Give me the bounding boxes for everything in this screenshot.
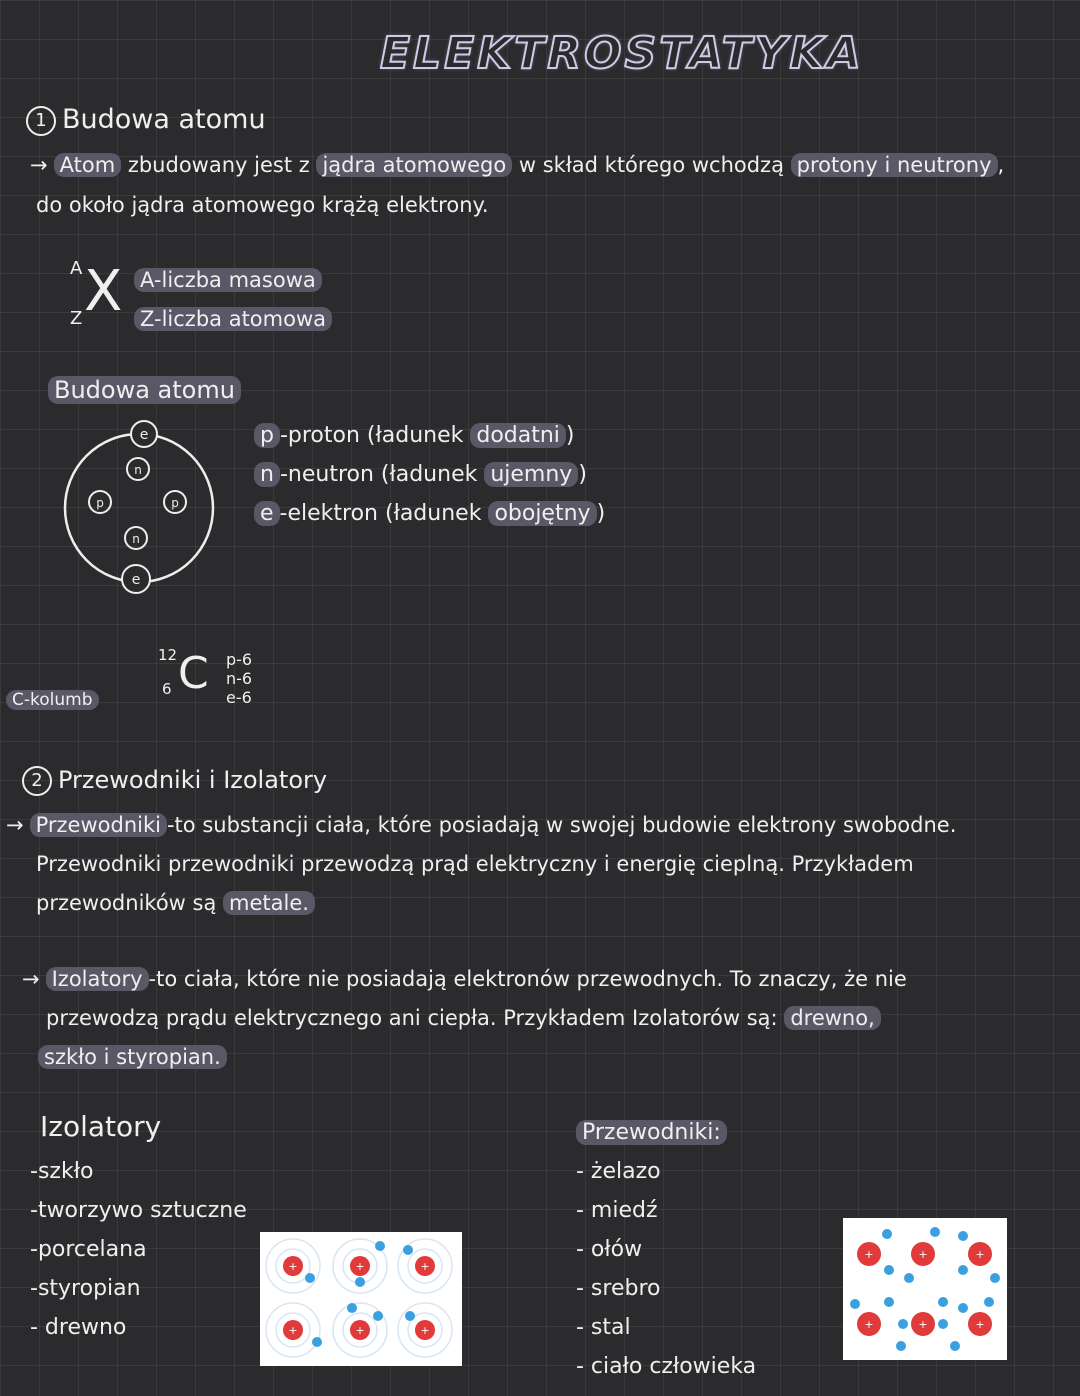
svg-text:+: + bbox=[864, 1318, 874, 1331]
element-symbol: X bbox=[84, 259, 123, 324]
text: ) bbox=[565, 423, 575, 448]
conductors-list bbox=[576, 1152, 756, 1386]
svg-text:+: + bbox=[975, 1318, 985, 1331]
letter: n bbox=[254, 462, 280, 487]
charge: obojętny bbox=[488, 501, 596, 526]
highlight-protons-neutrons: protony i neutrony bbox=[791, 153, 998, 177]
text: -to ciała, które nie posiadają elektronów przewodnych. To znaczy, że nie bbox=[148, 967, 907, 991]
charge: ujemny bbox=[484, 462, 578, 487]
conductors-list-title bbox=[576, 1120, 727, 1145]
list-item: -tworzywo sztuczne bbox=[30, 1198, 247, 1223]
text: zbudowany jest z bbox=[121, 153, 317, 177]
text: ) bbox=[578, 462, 587, 487]
svg-text:n: n bbox=[132, 532, 140, 546]
paragraph-line bbox=[22, 999, 907, 1038]
arrow-icon: → bbox=[30, 153, 48, 177]
list-item: -porcelana bbox=[30, 1237, 147, 1262]
carbon-notation bbox=[156, 644, 286, 724]
mass-number-label bbox=[134, 261, 322, 300]
letter: e bbox=[254, 501, 280, 526]
letter: p bbox=[254, 423, 280, 448]
arrow-icon: → bbox=[6, 813, 24, 837]
atom-group bbox=[850, 1227, 1000, 1351]
section-1-heading bbox=[26, 104, 266, 136]
legend bbox=[254, 416, 605, 533]
arrow-icon: → bbox=[22, 967, 40, 991]
list-item: - drewno bbox=[30, 1315, 127, 1340]
insulators-paragraph bbox=[22, 960, 907, 1077]
carbon-symbol: C bbox=[178, 648, 209, 699]
carbon-atomic-number: 6 bbox=[162, 680, 172, 698]
section-2-heading bbox=[22, 766, 327, 796]
legend-electron bbox=[254, 494, 605, 533]
proton-right bbox=[164, 491, 186, 513]
electron-top bbox=[131, 421, 157, 447]
label: Przewodniki: bbox=[576, 1120, 727, 1145]
text: przewodzą prądu elektrycznego ani ciepła. Przykładem Izolatorów są: bbox=[46, 1006, 778, 1030]
paragraph-line: Przewodniki przewodniki przewodzą prąd elektryczny i energię cieplną. Przykładem bbox=[36, 852, 914, 876]
paragraph-line bbox=[6, 884, 956, 923]
section-number: 1 bbox=[26, 106, 56, 136]
text: -proton (ładunek bbox=[279, 423, 471, 448]
highlight-term: Przewodniki bbox=[30, 813, 167, 837]
label: A-liczba masowa bbox=[134, 268, 322, 292]
carbon-protons: p-6 bbox=[226, 650, 253, 669]
list-item: - żelazo bbox=[576, 1159, 661, 1184]
text: -elektron (ładunek bbox=[279, 501, 489, 526]
atom-diagram bbox=[56, 418, 226, 598]
section-title: Przewodniki i Izolatory bbox=[58, 766, 328, 794]
neutron-top bbox=[127, 458, 149, 480]
page-title: ELEKTROSTATYKA bbox=[380, 28, 864, 79]
list-item: - stal bbox=[576, 1315, 631, 1340]
neutron-bottom bbox=[125, 527, 147, 549]
electron-orbit bbox=[65, 434, 213, 582]
conductors-paragraph bbox=[6, 806, 956, 923]
highlight-metals: metale. bbox=[223, 891, 315, 915]
insulators-list bbox=[30, 1152, 247, 1347]
svg-text:+: + bbox=[918, 1248, 928, 1261]
svg-text:+: + bbox=[288, 1260, 298, 1273]
atom-definition-line-1 bbox=[30, 146, 1004, 185]
svg-text:n: n bbox=[134, 463, 142, 477]
svg-text:p: p bbox=[171, 496, 179, 510]
svg-text:e: e bbox=[139, 427, 149, 443]
insulators-list-title: Izolatory bbox=[40, 1110, 162, 1143]
svg-text:+: + bbox=[918, 1318, 928, 1331]
coulomb-note bbox=[6, 690, 99, 710]
highlight-atom: Atom bbox=[54, 153, 122, 177]
highlight-wood: drewno, bbox=[784, 1006, 880, 1030]
text: , bbox=[997, 153, 1005, 177]
svg-text:+: + bbox=[975, 1248, 985, 1261]
charge: dodatni bbox=[470, 423, 566, 448]
list-item: - ciało człowieka bbox=[576, 1354, 757, 1379]
svg-text:+: + bbox=[355, 1260, 365, 1273]
text: -neutron (ładunek bbox=[279, 462, 485, 487]
paragraph-line bbox=[22, 1038, 907, 1077]
label: C-kolumb bbox=[6, 690, 99, 710]
list-item: -szkło bbox=[30, 1159, 94, 1184]
text: ) bbox=[596, 501, 606, 526]
list-item: - ołów bbox=[576, 1237, 643, 1262]
text: w skład którego wchodzą bbox=[512, 153, 791, 177]
section-number: 2 bbox=[22, 766, 52, 796]
bound-electrons-illustration bbox=[260, 1232, 462, 1366]
insulator-atoms-image bbox=[260, 1232, 462, 1366]
atom-group bbox=[266, 1239, 452, 1357]
label: Z-liczba atomowa bbox=[134, 307, 332, 331]
paragraph-line bbox=[6, 806, 956, 845]
svg-text:p: p bbox=[96, 496, 104, 510]
carbon-neutrons: n-6 bbox=[226, 669, 253, 688]
conductor-atoms-image bbox=[843, 1218, 1007, 1360]
atomic-number-label bbox=[134, 300, 332, 339]
highlight-term: Izolatory bbox=[46, 967, 149, 991]
carbon-mass-number: 12 bbox=[158, 646, 178, 664]
section-title: Budowa atomu bbox=[62, 104, 266, 135]
svg-text:+: + bbox=[864, 1248, 874, 1261]
list-item: -styropian bbox=[30, 1276, 141, 1301]
free-electrons-illustration bbox=[843, 1218, 1007, 1360]
svg-text:+: + bbox=[355, 1324, 365, 1337]
label: Budowa atomu bbox=[48, 376, 241, 404]
atomic-number-symbol: Z bbox=[70, 308, 83, 329]
list-item: - srebro bbox=[576, 1276, 661, 1301]
legend-proton bbox=[254, 416, 605, 455]
list-item: - miedź bbox=[576, 1198, 658, 1223]
text: przewodników są bbox=[36, 891, 224, 915]
text: -to substancji ciała, które posiadają w swojej budowie elektrony swobodne. bbox=[166, 813, 957, 837]
paragraph-line bbox=[22, 960, 907, 999]
svg-text:+: + bbox=[420, 1324, 430, 1337]
atom-definition-line-2: do około jądra atomowego krążą elektrony. bbox=[36, 193, 489, 217]
highlight-nucleus: jądra atomowego bbox=[316, 153, 512, 177]
electron-bottom bbox=[122, 565, 150, 593]
highlight-glass-styrofoam: szkło i styropian. bbox=[38, 1045, 227, 1069]
proton-left bbox=[89, 491, 111, 513]
svg-text:e: e bbox=[131, 572, 141, 588]
diagram-title bbox=[48, 376, 241, 404]
nuclide-notation bbox=[66, 256, 126, 336]
legend-neutron bbox=[254, 455, 605, 494]
mass-number-symbol: A bbox=[70, 258, 83, 279]
svg-text:+: + bbox=[420, 1260, 430, 1273]
svg-text:+: + bbox=[288, 1324, 298, 1337]
carbon-electrons: e-6 bbox=[226, 688, 252, 707]
